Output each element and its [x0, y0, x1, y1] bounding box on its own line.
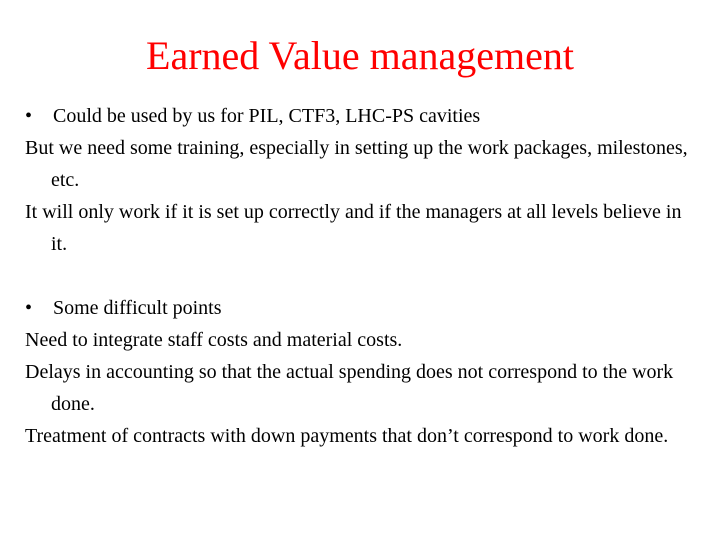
- paragraph: Need to integrate staff costs and material costs.: [25, 329, 403, 351]
- paragraph: Treatment of contracts with down payments that don’t correspond to work done.: [25, 425, 669, 447]
- paragraph: It will only work if it is set up correctly and if the managers at all levels believe in it.: [25, 201, 682, 255]
- bullet-text: Some difficult points: [53, 297, 222, 319]
- bullet-item: [25, 100, 695, 132]
- bullet-icon: •: [25, 297, 33, 319]
- paragraph: Delays in accounting so that the actual spending does not correspond to the work done.: [25, 361, 674, 415]
- paragraph: But we need some training, especially in setting up the work packages, milestones, etc.: [25, 137, 688, 191]
- section-1: [25, 100, 695, 260]
- spacer: [25, 260, 695, 292]
- section-2: [25, 292, 695, 452]
- bullet-text: Could be used by us for PIL, CTF3, LHC-PS cavities: [53, 105, 481, 127]
- bullet-icon: •: [25, 105, 33, 127]
- bullet-item: [25, 292, 695, 324]
- slide-title: Earned Value management: [146, 33, 574, 78]
- slide-body: [25, 100, 695, 452]
